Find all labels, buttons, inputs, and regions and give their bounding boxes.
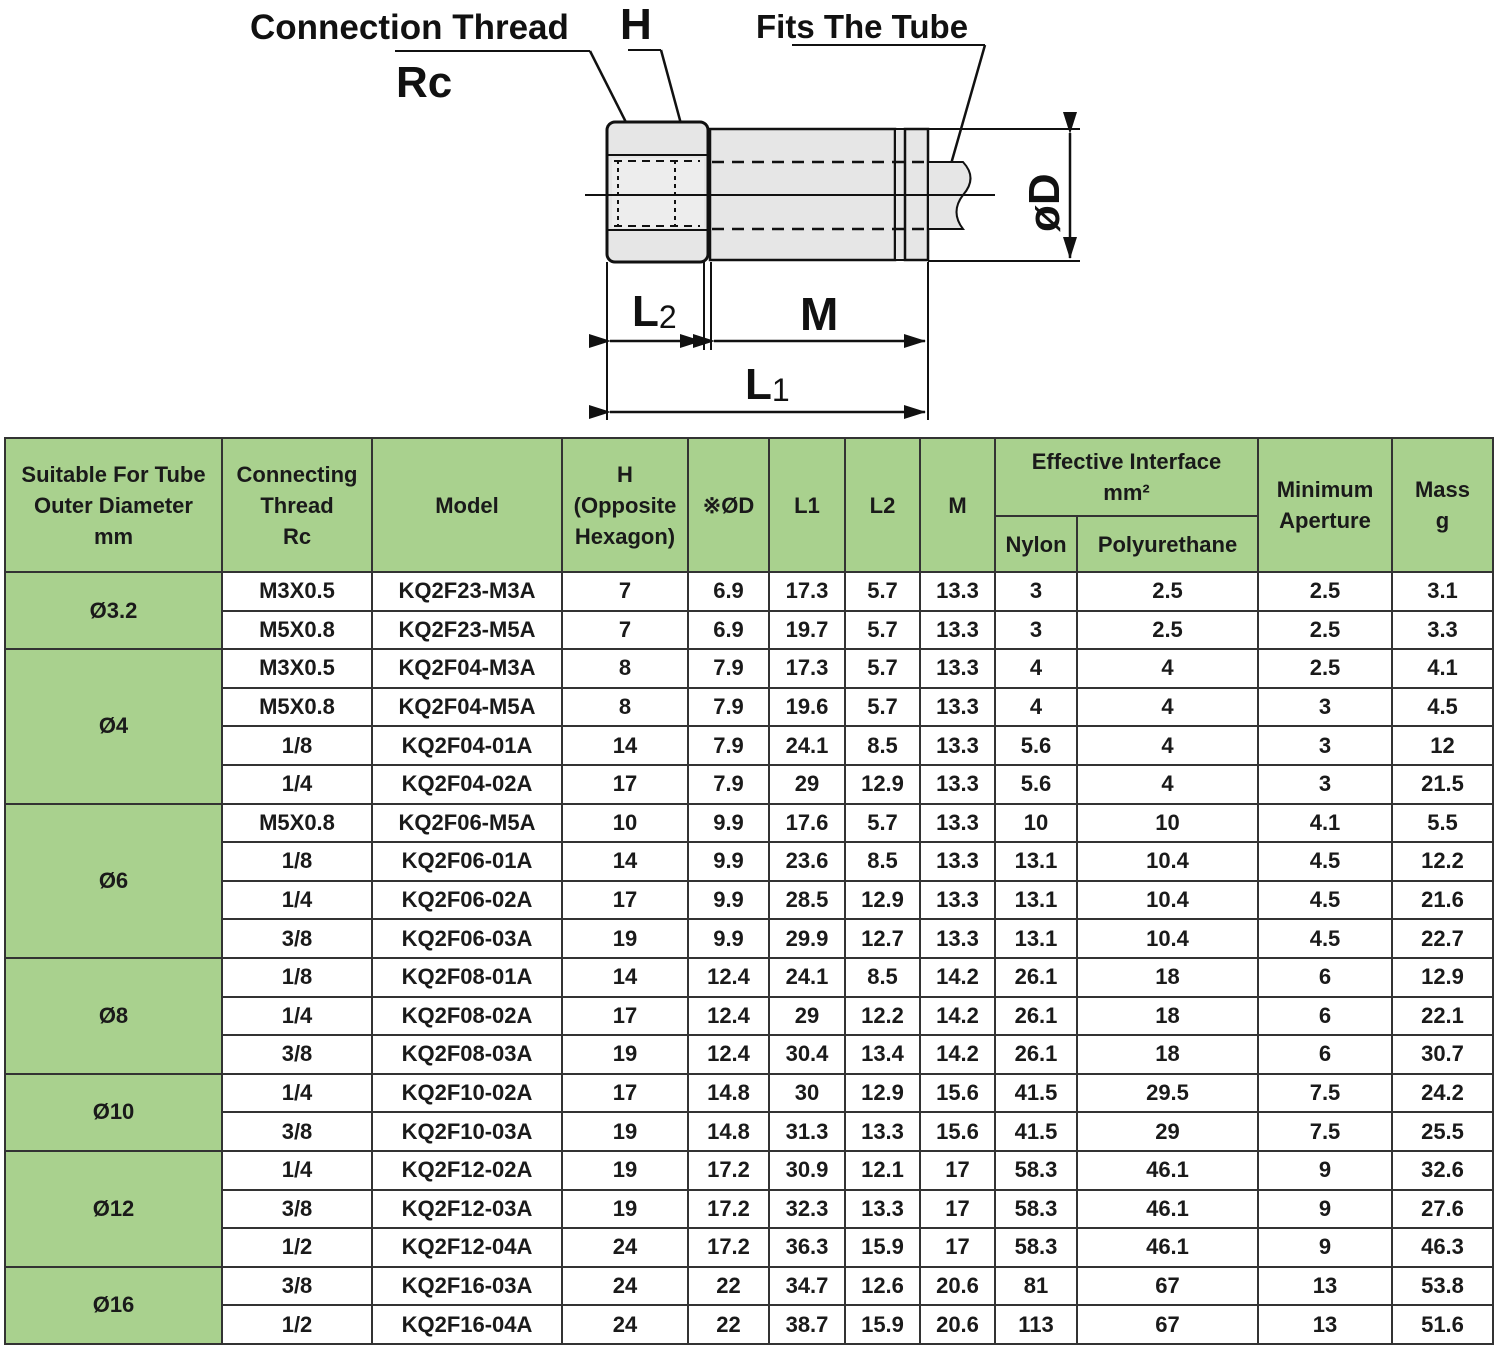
header-min-aperture-line2: Aperture: [1279, 508, 1371, 533]
table-row: [5, 1151, 1493, 1190]
l2-cell: 15.9: [845, 1305, 920, 1344]
mass-cell: 12: [1392, 726, 1493, 765]
thread-cell: 3/8: [222, 1035, 372, 1074]
h-cell: 24: [562, 1305, 688, 1344]
polyurethane-cell: 46.1: [1077, 1228, 1258, 1267]
model-cell: KQ2F06-03A: [372, 919, 562, 958]
polyurethane-cell: 10.4: [1077, 919, 1258, 958]
l1-cell: 34.7: [769, 1267, 845, 1306]
l1-cell: 31.3: [769, 1112, 845, 1151]
h-cell: 24: [562, 1267, 688, 1306]
model-cell: KQ2F10-03A: [372, 1112, 562, 1151]
model-cell: KQ2F16-03A: [372, 1267, 562, 1306]
l1-cell: 29: [769, 765, 845, 804]
fits-the-tube-label: Fits The Tube: [756, 8, 969, 45]
fitting-dimension-diagram: [0, 0, 1500, 430]
mass-cell: 4.1: [1392, 649, 1493, 688]
m-cell: 13.3: [920, 688, 995, 727]
l1-cell: 29: [769, 997, 845, 1036]
l1-cell: 23.6: [769, 842, 845, 881]
min-aperture-cell: 13: [1258, 1305, 1392, 1344]
thread-cell: M5X0.8: [222, 611, 372, 650]
header-l2: L2: [845, 438, 920, 572]
min-aperture-cell: 6: [1258, 997, 1392, 1036]
l1-cell: 17.6: [769, 804, 845, 843]
polyurethane-cell: 4: [1077, 765, 1258, 804]
tube-od-group-cell: Ø4: [5, 649, 222, 803]
od-cell: 9.9: [688, 842, 769, 881]
min-aperture-cell: 4.5: [1258, 881, 1392, 920]
header-min-aperture-line1: Minimum: [1276, 477, 1374, 502]
l1-main: L: [745, 360, 772, 409]
l1-cell: 24.1: [769, 958, 845, 997]
l2-cell: 12.9: [845, 1074, 920, 1113]
model-cell: KQ2F06-M5A: [372, 804, 562, 843]
thread-cell: 1/2: [222, 1228, 372, 1267]
od-cell: 9.9: [688, 881, 769, 920]
model-cell: KQ2F08-02A: [372, 997, 562, 1036]
tube-od-group-cell: Ø16: [5, 1267, 222, 1344]
l1-cell: 19.6: [769, 688, 845, 727]
header-mass-line1: Mass: [1414, 477, 1471, 502]
l2-cell: 5.7: [845, 572, 920, 611]
h-cell: 14: [562, 958, 688, 997]
od-cell: 14.8: [688, 1074, 769, 1113]
l1-cell: 17.3: [769, 649, 845, 688]
l2-cell: 12.2: [845, 997, 920, 1036]
mass-cell: 51.6: [1392, 1305, 1493, 1344]
table-row: [5, 1190, 1493, 1229]
model-cell: KQ2F08-03A: [372, 1035, 562, 1074]
nylon-cell: 13.1: [995, 919, 1077, 958]
nylon-cell: 4: [995, 688, 1077, 727]
mass-cell: 24.2: [1392, 1074, 1493, 1113]
model-cell: KQ2F23-M3A: [372, 572, 562, 611]
h-cell: 10: [562, 804, 688, 843]
mass-cell: 21.5: [1392, 765, 1493, 804]
mass-cell: 27.6: [1392, 1190, 1493, 1229]
table-row: [5, 958, 1493, 997]
m-cell: 13.3: [920, 611, 995, 650]
nylon-cell: 113: [995, 1305, 1077, 1344]
h-cell: 19: [562, 919, 688, 958]
thread-cell: M5X0.8: [222, 804, 372, 843]
thread-cell: 1/4: [222, 1074, 372, 1113]
polyurethane-cell: 4: [1077, 688, 1258, 727]
header-thread-line3: Rc: [282, 523, 312, 549]
min-aperture-cell: 6: [1258, 1035, 1392, 1074]
model-cell: KQ2F12-03A: [372, 1190, 562, 1229]
model-cell: KQ2F04-M5A: [372, 688, 562, 727]
l1-cell: 30.9: [769, 1151, 845, 1190]
table-row: [5, 1267, 1493, 1306]
m-cell: 13.3: [920, 804, 995, 843]
l2-cell: 5.7: [845, 611, 920, 650]
l1-sub: 1: [771, 372, 790, 408]
table-row: [5, 919, 1493, 958]
header-model: Model: [372, 438, 562, 572]
h-cell: 19: [562, 1190, 688, 1229]
header-h-line1: H: [617, 461, 633, 487]
l2-cell: 15.9: [845, 1228, 920, 1267]
polyurethane-cell: 4: [1077, 726, 1258, 765]
tube-od-group-cell: Ø8: [5, 958, 222, 1074]
h-cell: 8: [562, 688, 688, 727]
l2-cell: 8.5: [845, 958, 920, 997]
connection-thread-label: Connection Thread: [250, 8, 569, 47]
l1-cell: 28.5: [769, 881, 845, 920]
m-cell: 13.3: [920, 572, 995, 611]
table-row: [5, 572, 1493, 611]
nylon-cell: 58.3: [995, 1228, 1077, 1267]
m-cell: 20.6: [920, 1267, 995, 1306]
thread-cell: 1/8: [222, 726, 372, 765]
min-aperture-cell: 4.5: [1258, 842, 1392, 881]
polyurethane-cell: 46.1: [1077, 1190, 1258, 1229]
thread-cell: 3/8: [222, 919, 372, 958]
nylon-cell: 5.6: [995, 726, 1077, 765]
l2-cell: 5.7: [845, 649, 920, 688]
min-aperture-cell: 2.5: [1258, 649, 1392, 688]
m-cell: 13.3: [920, 842, 995, 881]
l1-cell: 32.3: [769, 1190, 845, 1229]
od-cell: 9.9: [688, 919, 769, 958]
od-cell: 9.9: [688, 804, 769, 843]
h-cell: 14: [562, 842, 688, 881]
table-row: [5, 1074, 1493, 1113]
nylon-cell: 41.5: [995, 1074, 1077, 1113]
header-thread-line2: Thread: [260, 492, 334, 518]
polyurethane-cell: 2.5: [1077, 572, 1258, 611]
header-mass: [1392, 438, 1493, 572]
od-cell: 7.9: [688, 765, 769, 804]
header-nylon: Nylon: [995, 516, 1077, 572]
min-aperture-cell: 9: [1258, 1190, 1392, 1229]
polyurethane-cell: 67: [1077, 1305, 1258, 1344]
m-cell: 13.3: [920, 649, 995, 688]
header-tube-od-line3: mm: [93, 523, 134, 549]
nylon-cell: 26.1: [995, 958, 1077, 997]
min-aperture-cell: 9: [1258, 1151, 1392, 1190]
m-cell: 13.3: [920, 919, 995, 958]
polyurethane-cell: 10: [1077, 804, 1258, 843]
m-cell: 15.6: [920, 1074, 995, 1113]
polyurethane-cell: 46.1: [1077, 1151, 1258, 1190]
l1-cell: 36.3: [769, 1228, 845, 1267]
nylon-cell: 58.3: [995, 1151, 1077, 1190]
header-effective-line2: mm²: [1103, 480, 1150, 505]
polyurethane-cell: 67: [1077, 1267, 1258, 1306]
header-tube-od: [5, 438, 222, 572]
model-cell: KQ2F06-01A: [372, 842, 562, 881]
min-aperture-cell: 6: [1258, 958, 1392, 997]
header-thread-line1: Connecting: [236, 461, 358, 487]
model-cell: KQ2F16-04A: [372, 1305, 562, 1344]
header-min-aperture: [1258, 438, 1392, 572]
min-aperture-cell: 3: [1258, 688, 1392, 727]
l1-cell: 19.7: [769, 611, 845, 650]
od-cell: 6.9: [688, 572, 769, 611]
h-cell: 24: [562, 1228, 688, 1267]
thread-cell: 3/8: [222, 1267, 372, 1306]
l1-cell: 30.4: [769, 1035, 845, 1074]
h-cell: 17: [562, 997, 688, 1036]
thread-cell: 1/4: [222, 997, 372, 1036]
m-cell: 20.6: [920, 1305, 995, 1344]
mass-cell: 5.5: [1392, 804, 1493, 843]
table-row: [5, 611, 1493, 650]
thread-cell: 1/8: [222, 958, 372, 997]
header-h: [562, 438, 688, 572]
mass-cell: 22.1: [1392, 997, 1493, 1036]
thread-cell: M3X0.5: [222, 649, 372, 688]
thread-cell: 3/8: [222, 1190, 372, 1229]
table-row: [5, 1228, 1493, 1267]
header-effective-line1: Effective Interface: [1031, 449, 1222, 474]
min-aperture-cell: 2.5: [1258, 611, 1392, 650]
min-aperture-cell: 3: [1258, 765, 1392, 804]
od-cell: 7.9: [688, 649, 769, 688]
spec-table-body: [5, 572, 1493, 1344]
l2-cell: 12.1: [845, 1151, 920, 1190]
spec-table: [4, 437, 1494, 1345]
l2-cell: 13.4: [845, 1035, 920, 1074]
mass-cell: 3.3: [1392, 611, 1493, 650]
model-cell: KQ2F23-M5A: [372, 611, 562, 650]
table-row: [5, 804, 1493, 843]
nylon-cell: 4: [995, 649, 1077, 688]
l2-cell: 12.9: [845, 881, 920, 920]
l2-cell: 8.5: [845, 842, 920, 881]
m-cell: 13.3: [920, 726, 995, 765]
thread-cell: M3X0.5: [222, 572, 372, 611]
header-mass-line2: g: [1435, 508, 1450, 533]
header-effective-interface: [995, 438, 1258, 516]
polyurethane-cell: 29: [1077, 1112, 1258, 1151]
mass-cell: 30.7: [1392, 1035, 1493, 1074]
model-cell: KQ2F04-M3A: [372, 649, 562, 688]
l2-cell: 12.9: [845, 765, 920, 804]
polyurethane-cell: 2.5: [1077, 611, 1258, 650]
od-cell: 7.9: [688, 726, 769, 765]
header-polyurethane: Polyurethane: [1077, 516, 1258, 572]
tube-od-group-cell: Ø10: [5, 1074, 222, 1151]
h-cell: 17: [562, 881, 688, 920]
m-cell: 14.2: [920, 958, 995, 997]
model-cell: KQ2F04-02A: [372, 765, 562, 804]
mass-cell: 3.1: [1392, 572, 1493, 611]
od-cell: 12.4: [688, 1035, 769, 1074]
model-cell: KQ2F08-01A: [372, 958, 562, 997]
m-dimension-label: M: [800, 288, 839, 340]
min-aperture-cell: 7.5: [1258, 1074, 1392, 1113]
m-cell: 15.6: [920, 1112, 995, 1151]
h-cell: 14: [562, 726, 688, 765]
l1-cell: 17.3: [769, 572, 845, 611]
h-cell: 19: [562, 1112, 688, 1151]
mass-cell: 12.9: [1392, 958, 1493, 997]
table-row: [5, 881, 1493, 920]
od-cell: 14.8: [688, 1112, 769, 1151]
header-m: M: [920, 438, 995, 572]
thread-cell: M5X0.8: [222, 688, 372, 727]
thread-cell: 1/8: [222, 842, 372, 881]
thread-cell: 3/8: [222, 1112, 372, 1151]
od-dimension-label: øD: [1020, 173, 1069, 232]
model-cell: KQ2F06-02A: [372, 881, 562, 920]
tube-od-group-cell: Ø3.2: [5, 572, 222, 649]
h-cell: 19: [562, 1035, 688, 1074]
nylon-cell: 41.5: [995, 1112, 1077, 1151]
od-cell: 6.9: [688, 611, 769, 650]
polyurethane-cell: 10.4: [1077, 842, 1258, 881]
min-aperture-cell: 3: [1258, 726, 1392, 765]
min-aperture-cell: 2.5: [1258, 572, 1392, 611]
thread-cell: 1/4: [222, 881, 372, 920]
mass-cell: 4.5: [1392, 688, 1493, 727]
m-cell: 14.2: [920, 997, 995, 1036]
l1-cell: 29.9: [769, 919, 845, 958]
table-row: [5, 1305, 1493, 1344]
tube-od-group-cell: Ø6: [5, 804, 222, 958]
l2-cell: 5.7: [845, 688, 920, 727]
od-cell: 12.4: [688, 958, 769, 997]
header-thread: [222, 438, 372, 572]
l2-dimension-label: [632, 287, 677, 337]
mass-cell: 32.6: [1392, 1151, 1493, 1190]
l1-cell: 30: [769, 1074, 845, 1113]
od-cell: 17.2: [688, 1151, 769, 1190]
l2-sub: 2: [658, 299, 677, 335]
h-cell: 7: [562, 611, 688, 650]
polyurethane-cell: 4: [1077, 649, 1258, 688]
table-row: [5, 765, 1493, 804]
min-aperture-cell: 9: [1258, 1228, 1392, 1267]
model-cell: KQ2F10-02A: [372, 1074, 562, 1113]
table-row: [5, 726, 1493, 765]
polyurethane-cell: 29.5: [1077, 1074, 1258, 1113]
polyurethane-cell: 18: [1077, 958, 1258, 997]
header-h-line3: Hexagon): [574, 523, 676, 549]
table-row: [5, 1112, 1493, 1151]
od-cell: 7.9: [688, 688, 769, 727]
m-cell: 13.3: [920, 765, 995, 804]
model-cell: KQ2F12-02A: [372, 1151, 562, 1190]
model-cell: KQ2F12-04A: [372, 1228, 562, 1267]
table-row: [5, 1035, 1493, 1074]
nylon-cell: 26.1: [995, 997, 1077, 1036]
l2-cell: 13.3: [845, 1112, 920, 1151]
polyurethane-cell: 10.4: [1077, 881, 1258, 920]
od-cell: 22: [688, 1267, 769, 1306]
thread-cell: 1/2: [222, 1305, 372, 1344]
rc-label: Rc: [396, 58, 453, 107]
m-cell: 17: [920, 1151, 995, 1190]
nylon-cell: 10: [995, 804, 1077, 843]
h-cell: 17: [562, 765, 688, 804]
hex-h-label: H: [620, 0, 652, 49]
l1-dimension-label: [745, 360, 790, 410]
m-cell: 13.3: [920, 881, 995, 920]
od-cell: 22: [688, 1305, 769, 1344]
h-cell: 17: [562, 1074, 688, 1113]
tube-od-group-cell: Ø12: [5, 1151, 222, 1267]
h-cell: 19: [562, 1151, 688, 1190]
thread-cell: 1/4: [222, 765, 372, 804]
table-row: [5, 688, 1493, 727]
mass-cell: 21.6: [1392, 881, 1493, 920]
mass-cell: 25.5: [1392, 1112, 1493, 1151]
m-cell: 17: [920, 1228, 995, 1267]
min-aperture-cell: 13: [1258, 1267, 1392, 1306]
polyurethane-cell: 18: [1077, 997, 1258, 1036]
mass-cell: 53.8: [1392, 1267, 1493, 1306]
l2-cell: 12.6: [845, 1267, 920, 1306]
nylon-cell: 13.1: [995, 881, 1077, 920]
l2-cell: 5.7: [845, 804, 920, 843]
model-cell: KQ2F04-01A: [372, 726, 562, 765]
header-tube-od-line1: Suitable For Tube: [21, 461, 206, 487]
nylon-cell: 81: [995, 1267, 1077, 1306]
header-l1: L1: [769, 438, 845, 572]
min-aperture-cell: 4.1: [1258, 804, 1392, 843]
l1-cell: 24.1: [769, 726, 845, 765]
h-cell: 7: [562, 572, 688, 611]
polyurethane-cell: 18: [1077, 1035, 1258, 1074]
m-cell: 14.2: [920, 1035, 995, 1074]
m-cell: 17: [920, 1190, 995, 1229]
l2-cell: 12.7: [845, 919, 920, 958]
min-aperture-cell: 7.5: [1258, 1112, 1392, 1151]
mass-cell: 12.2: [1392, 842, 1493, 881]
min-aperture-cell: 4.5: [1258, 919, 1392, 958]
header-tube-od-line2: Outer Diameter: [34, 492, 193, 518]
h-cell: 8: [562, 649, 688, 688]
l2-cell: 13.3: [845, 1190, 920, 1229]
mass-cell: 46.3: [1392, 1228, 1493, 1267]
l1-cell: 38.7: [769, 1305, 845, 1344]
table-row: [5, 649, 1493, 688]
mass-cell: 22.7: [1392, 919, 1493, 958]
od-cell: 12.4: [688, 997, 769, 1036]
l2-cell: 8.5: [845, 726, 920, 765]
nylon-cell: 3: [995, 611, 1077, 650]
table-row: [5, 997, 1493, 1036]
l2-main: L: [632, 287, 659, 336]
thread-cell: 1/4: [222, 1151, 372, 1190]
nylon-cell: 26.1: [995, 1035, 1077, 1074]
nylon-cell: 3: [995, 572, 1077, 611]
header-od: ※ØD: [688, 438, 769, 572]
table-row: [5, 842, 1493, 881]
header-h-line2: (Opposite: [573, 492, 677, 518]
nylon-cell: 58.3: [995, 1190, 1077, 1229]
nylon-cell: 5.6: [995, 765, 1077, 804]
od-cell: 17.2: [688, 1190, 769, 1229]
nylon-cell: 13.1: [995, 842, 1077, 881]
od-cell: 17.2: [688, 1228, 769, 1267]
